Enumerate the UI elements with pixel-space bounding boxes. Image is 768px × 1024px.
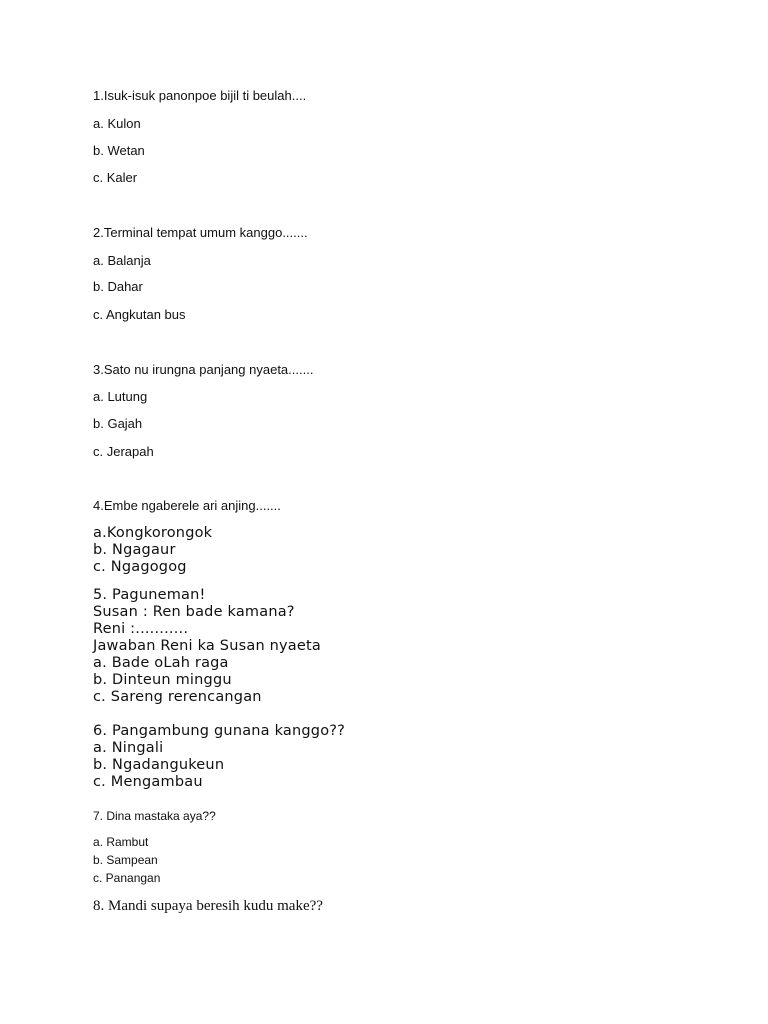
question-4-option-c: c. Ngagogog [93, 559, 187, 575]
question-2-option-b: b. Dahar [93, 279, 143, 294]
question-5-option-b: b. Dinteun minggu [93, 672, 232, 688]
question-3-option-b: b. Gajah [93, 416, 143, 431]
question-5-dialog-line-2: Reni :........... [93, 621, 189, 637]
question-6-option-b: b. Ngadangukeun [93, 757, 225, 773]
question-5-dialog-line-3: Jawaban Reni ka Susan nyaeta [93, 638, 321, 654]
question-4-prompt: 4.Embe ngaberele ari anjing....... [93, 498, 281, 513]
question-1-option-a: a. Kulon [93, 116, 141, 131]
question-5-option-c: c. Sareng rerencangan [93, 689, 262, 705]
question-6-option-a: a. Ningali [93, 740, 164, 756]
question-3-option-c: c. Jerapah [93, 444, 154, 459]
question-5-option-a: a. Bade oLah raga [93, 655, 229, 671]
question-1-option-b: b. Wetan [93, 143, 145, 158]
question-2-option-a: a. Balanja [93, 253, 151, 268]
question-3-option-a: a. Lutung [93, 389, 148, 404]
question-5-prompt: 5. Paguneman! [93, 587, 206, 603]
question-7-option-a: a. Rambut [93, 835, 149, 849]
question-7-option-b: b. Sampean [93, 853, 158, 867]
question-6-prompt: 6. Pangambung gunana kanggo?? [93, 723, 346, 739]
question-8-prompt: 8. Mandi supaya beresih kudu make?? [93, 898, 323, 914]
question-7-prompt: 7. Dina mastaka aya?? [93, 809, 216, 823]
question-1-prompt: 1.Isuk-isuk panonpoe bijil ti beulah.... [93, 88, 307, 103]
question-6-option-c: c. Mengambau [93, 774, 203, 790]
question-4-option-b: b. Ngagaur [93, 542, 176, 558]
question-1-option-c: c. Kaler [93, 170, 138, 185]
question-4-option-a: a.Kongkorongok [93, 525, 213, 541]
question-5-dialog-line-1: Susan : Ren bade kamana? [93, 604, 295, 620]
question-3-prompt: 3.Sato nu irungna panjang nyaeta....... [93, 362, 314, 377]
question-2-prompt: 2.Terminal tempat umum kanggo....... [93, 225, 308, 240]
question-2-option-c: c. Angkutan bus [93, 307, 186, 322]
question-7-option-c: c. Panangan [93, 871, 161, 885]
